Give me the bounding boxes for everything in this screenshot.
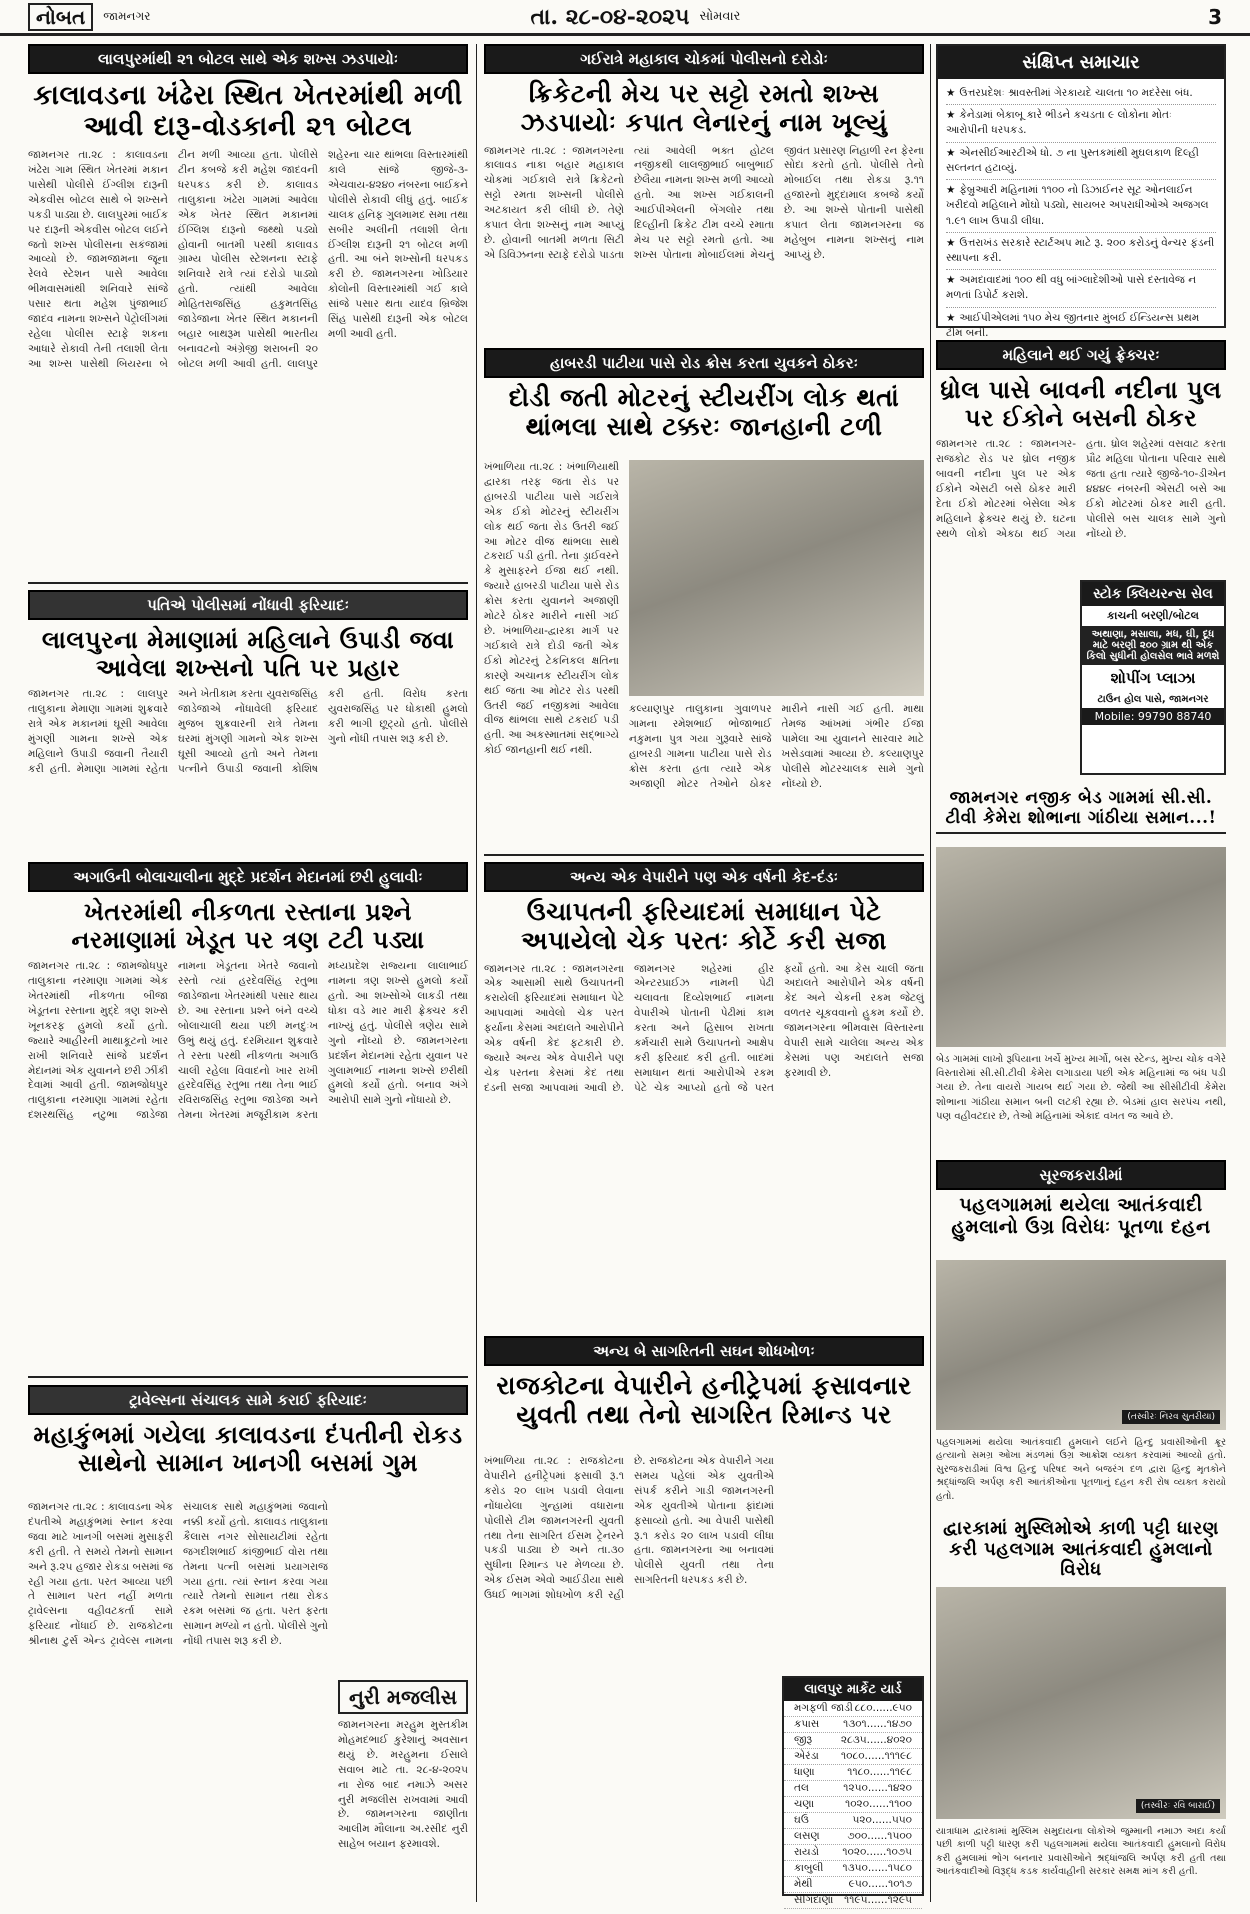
brief-news-text: અમદાવાદમાં ૧૦૦ થી વધુ બાંગ્લાદેશીઓ પાસે દસ્તાવેજ ન મળતાં ડિપોર્ટ કરાશે. — [946, 274, 1197, 302]
article-headline: જામનગર નજીક બેડ ગામમાં સી.સી. ટીવી કેમેરા શોભાના ગાંઠીયા સમાન...! — [936, 785, 1226, 834]
cctv-pole-photo — [936, 847, 1226, 1047]
article-kicker: ટ્રાવેલ્સના સંચાલક સામે કરાઈ ફરિયાદઃ — [28, 1385, 468, 1415]
commodity-price: ૨૮૩૫......૪૦૨૦ — [840, 1734, 912, 1746]
market-row — [784, 1765, 922, 1781]
article-kicker: પતિએ પોલીસમાં નોંધાવી ફરિયાદઃ — [28, 590, 468, 620]
brief-news-text: ઉત્તરાખંડ સરકારે સ્ટાર્ટઅપ માટે રૂ. ૨૦૦ કરોડનું વેન્ચર ફંડની સ્થાપના કરી. — [946, 236, 1215, 264]
article-headline: દ્વારકામાં મુસ્લિમોએ કાળી પટ્ટી ધારણ કરી પહલગામ આતંકવાદી હુમલાનો વિરોધ — [943, 1518, 1219, 1581]
commodity-price: ૫૨૦......૫૫૦ — [852, 1814, 912, 1826]
article-cheque-bounce — [484, 862, 924, 1332]
commodity-price: ૧૦૨૦......૧૧૦૦ — [845, 1798, 912, 1810]
brief-news-item — [946, 180, 1216, 233]
brief-news-text: આઈપીએલમાં ૧૫૦ મેચ જીતનાર મુંબઈ ઈન્ડિયન્સ પ્રથમ ટીમ બની. — [946, 311, 1200, 339]
commodity-price: ૧૨૫૦......૧૪૨૦ — [843, 1782, 912, 1794]
star-icon: ★ — [946, 311, 956, 324]
article-honeytrap — [484, 1336, 924, 1906]
photo-caption: બેડ ગામમાં લાખો રૂપિયાના ખર્ચે મુખ્ય માર્ગો, બસ સ્ટેન્ડ, મુખ્ય ચોક વગેરે વિસ્તારોમાં સી.સી.ટીવી કેમેરા લગાડાયા પછી એક મહિનામાં જ બંધ પડી ગયા છે. તેના વાયરો ગાયબ થઈ ગયા છે. જેથી આ સીસીટીવી કેમેરા શોભાના ગાંઠીયા સમાન બની લટકી રહ્યા છે. બેડમાં હાલ સરપંચ નથી, પણ વહીવટદાર છે, તેઓ મહિનામાં એકાદ વખત જ આવે છે. — [936, 1054, 1226, 1122]
article-body: જામનગર તા.૨૮ : કાલાવડના એક દંપતીએ મહાકુંભમાં સ્નાન કરવા જવા માટે ખાનગી બસમાં મુસાફરી કરી હતી. તે સમયે તેમનો સામાન અને રૂ.૨૫ હજાર રોકડા બસમાં જ રહી ગયા હતા. પરત આવ્યા પછી તે સામાન પરત નહીં મળતા ટ્રાવેલ્સના વહીવટકર્તા સામે ફરિયાદ નોંધાઈ છે. રાજકોટના શ્રીનાથ ટુર્સ એન્ડ ટ્રાવેલ્સ નામના સંચાલક સાથે મહાકુંભમાં જવાનો નક્કી કર્યો હતો. કાલાવડ તાલુકાના કૈલાસ નગર સોસાયટીમાં રહેતા જગદીશભાઈ કાંજીભાઈ વોરા તથા તેમના પત્ની બસમાં પ્રયાગરાજ ગયા હતા. ત્યાં સ્નાન કરવા ગયા ત્યારે તેમનો સામાન તથા રોકડ રકમ બસમાં જ હતા. પરત ફરતા સામાન મળ્યો ન હતો. પોલીસે ગુનો નોંધી તપાસ શરૂ કરી છે. — [28, 1501, 328, 1648]
photo-caption: પહલગામમાં થયેલા આતંકવાદી હુમલાને લઈને હિન્દુ પ્રવાસીઓની ક્રૂર હત્યાનો સમગ્ર ઓખા મંડળમાં ઉગ્ર આક્રોશ વ્યક્ત કરવામાં આવ્યો હતો. સુરજકરાડીમાં વિશ્વ હિન્દુ પરિષદ અને બજરંગ દળ દ્વારા હિન્દુ મૃતકોને શ્રદ્ધાંજલિ અર્પણ કરી આતંકીઓના પૂતળાનું દહન કરી રોષ વ્યક્ત કરાયો હતો. — [936, 1437, 1226, 1502]
market-row — [784, 1749, 922, 1765]
article-body: જામનગર તા.૨૮ : લાલપુર તાલુકાના મેમાણા ગામમાં શુક્રવારે રાત્રે એક મકાનમાં ઘૂસી આવેલા મુંગણી ગામના શખ્સે એક મહિલાને ઉપાડી જવાની તૈયારી કરી હતી. મેમાણા ગામમાં રહેતા અને ખેતીકામ કરતા યુવરાજસિંહ જાડેજાએ નોંધાવેલી ફરિયાદ મુજબ શુક્રવારની રાત્રે તેમના ઘરમાં મુંગણી ગામનો એક શખ્સ ઘૂસી આવ્યો હતો અને તેમના પત્નીને ઉપાડી જવાની કોશિષ કરી હતી. વિરોધ કરતા યુવરાજસિંહ પર ધોકાથી હુમલો કરી ભાગી છૂટ્યો હતો. પોલીસે ગુનો નોંધી તપાસ શરૂ કરી છે. — [28, 688, 468, 775]
article-body: જામનગર તા.૨૮ : જામનગર-રાજકોટ રોડ પર ધ્રોલ નજીક બાવની નદીના પુલ પર એક ઈકોને એસટી બસે ઠોકર મારી દેતા ઈકો મોટરમાં બેસેલા એક મહિલાને ફ્રેક્ચર થયું છે. ઘટના સ્થળે લોકો એકઠા થઈ ગયા હતા. ધ્રોલ શહેરમાં વસવાટ કરતા પ્રૌઢ મહિલા પોતાના પરિવાર સાથે જતા હતા ત્યારે જીજે-૧૦-ડીએન ૪૪૪૯ નંબરની એસટી બસે આ ઈકો મોટરમાં ઠોકર મારી હતી. પોલીસે બસ ચાલક સામે ગુનો નોંધ્યો છે. — [936, 438, 1226, 540]
brief-news-title: સંક્ષિપ્ત સમાચાર — [938, 46, 1224, 79]
article-headline: પહલગામમાં થયેલા આતંકવાદી હુમલાનો ઉગ્ર વિરોધઃ પૂતળા દહન — [951, 1194, 1211, 1238]
market-row — [784, 1829, 922, 1845]
commodity-name: સીંગદાણા — [794, 1894, 834, 1906]
article-body: જામનગર તા.૨૮ : જામનગરના કાલાવડ નાકા બહાર મહાકાલ ચોકમાં ગઈકાલે રાત્રે ક્રિકેટનો સટ્ટો રમતા શખ્સની પોલીસે અટકાયત કરી લીધી છે. તેણે કપાત લેતા શખ્સનું નામ આપ્યું છે. હોવાની બાતમી મળતા સિટી એ ડિવિઝનના સ્ટાફે દરોડો પાડતા ત્યાં આવેલી ભક્ત હોટલ નજીકથી લાલજીભાઈ બાબુભાઈ છેલૈયા નામના શખ્સ મળી આવ્યો હતો. આ શખ્સ ગઈકાલની આઈપીએલની બેંગલોર તથા દિલ્હીની ક્રિકેટ ટીમ વચ્ચે રમાતા મેચ પર સટ્ટો રમતો હતો. આ શખ્સ પોતાના મોબાઈલમાં મેચનું જીવંત પ્રસારણ નિહાળી રન ફેરના સોદા કરતો હતો. પોલીસે તેનો મોબાઈલ તથા રોકડા રૂ.૧૧ હજારનો મુદ્દામાલ કબજે કર્યો છે. આ શખ્સે પોતાની પાસેથી કપાત લેતા જામનગરના જ મહેબુબ નામના શખ્સનું નામ આપ્યું છે. — [484, 144, 924, 261]
commodity-name: એરંડા — [794, 1750, 819, 1762]
article-headline: મહાકુંભમાં ગયેલા કાલાવડના દંપતીની રોકડ સાથેનો સામાન ખાનગી બસમાં ગુમ — [33, 1420, 463, 1477]
commodity-price: ૭૦૦......૧૫૦૦ — [847, 1830, 912, 1842]
article-body: જામનગર તા.૨૮ : જામજોધપુર તાલુકાના નરમાણા ગામમાં એક ખેતરમાંથી નીકળતા બીજા ખેડૂતના રસ્તાના મુદ્દે ત્રણ શખ્સે ખૂનકરફ હુમલો કર્યો હતો. જ્યારે આહીરની માથાકૂટનો ખાર રાખી શનિવારે સાંજે પ્રદર્શન મેદાનમાં એક યુવાનને છરી ઝીંકી દેવામાં આવી હતી. જામજોધપુર તાલુકાના નરમાણા ગામમાં રહેતા દશરથસિંહ નટુભા જાડેજા નામના ખેડૂતના ખેતરે જવાનો રસ્તો ત્યાં હરદેવસિંહ રતુભા જાડેજાના ખેતરમાંથી પસાર થાય છે. આ રસ્તાના પ્રશ્ને બંને વચ્ચે બોલાચાલી થયા પછી મનદુઃખ ઉભું થયું હતું. દરમિયાન શુક્રવારે તે રસ્તા પરથી નીકળતા અગાઉ ચાલી રહેલા વિવાદનો ખાર રાખી હરદેવસિંહ રતુભા તથા તેના ભાઈ રવિરાજસિંહ રતુભા જાડેજા અને તેમના ખેતરમાં મજૂરીકામ કરતા મધ્યપ્રદેશ રાજ્યના લાલાભાઈ નામના ત્રણ શખ્સે હુમલો કર્યો હતો. આ શખ્સોએ લાકડી તથા ધોકા વડે માર મારી ફ્રેક્ચર કરી નાખ્યું હતું. પોલીસે ત્રણેય સામે ગુનો નોંધ્યો છે. જામનગરના પ્રદર્શન મેદાનમાં રહેતા યુવાન પર ગુલામભાઈ નામના શખ્સે છરીથી હુમલો કર્યો હતો. બનાવ અંગે આરોપી સામે ગુનો નોંધાયો છે. — [28, 960, 468, 1122]
brief-news-item — [946, 233, 1216, 270]
edition-label: જામનગર — [103, 9, 151, 23]
market-row — [784, 1861, 922, 1877]
star-icon: ★ — [946, 236, 956, 249]
commodity-name: જીરૂ — [794, 1734, 813, 1746]
article-kicker: અગાઉની બોલાચાલીના મુદ્દે પ્રદર્શન મેદાનમાં છરી હુલાવીઃ — [28, 862, 468, 892]
commodity-name: લસણ — [794, 1830, 820, 1842]
article-narmana-farmer — [28, 862, 468, 1367]
market-title: લાલપુર માર્કેટ યાર્ડ — [784, 1678, 922, 1701]
commodity-price: ૧૦૨૦......૧૦૭૫ — [842, 1846, 912, 1858]
car-crash-photo — [629, 460, 924, 696]
photo-credit: (તસ્વીરઃ રવિ બારાઈ) — [1136, 1799, 1220, 1813]
article-headline: ધ્રોલ પાસે બાવની નદીના પુલ પર ઈકોને બસની ઠોકર — [940, 375, 1222, 432]
article-kicker: હાબરડી પાટીયા પાસે રોડ ક્રોસ કરતા યુવકને ઠોકરઃ — [484, 348, 924, 378]
commodity-price: ૧૦૮૦......૧૧૧૯૮ — [840, 1750, 912, 1762]
ad-brand: શોપીંગ પ્લાઝા — [1082, 665, 1224, 691]
ad-title: સ્ટોક ક્લિયરન્સ સેલ — [1082, 582, 1224, 606]
brief-news-text: ફેબ્રુઆરી મહિનામાં ૧૧૦૦ નો ડિઝાઈનર સૂટ ઓનલાઈન ખરીદવો મહિલાને મોંઘો પડ્યો, સાયબર અપરાધીઓએ અજગલ ૧.૯૧ લાખ ઉપાડી લીધા. — [946, 184, 1209, 227]
commodity-price: ૧૩૫૦......૧૫૮૦ — [842, 1862, 912, 1874]
article-kicker: અન્ય એક વેપારીને પણ એક વર્ષની કેદ-દંડઃ — [484, 862, 924, 892]
ad-line1: કાચની બરણી/બોટલ — [1106, 609, 1199, 622]
brief-news-item — [946, 143, 1216, 180]
brief-news-text: ઉત્તરપ્રદેશઃ શ્રાવસ્તીમાં ગેરકાયદે ચાલતા ૧૦ મદરેસા બંધ. — [959, 87, 1193, 99]
issue-date: તા. ૨૮-૦૪-૨૦૨૫ — [530, 3, 690, 30]
article-body: ખંભાળિયા તા.૨૮ : રાજકોટના વેપારીને હનીટ્રેપમાં ફસાવી રૂ.૧ કરોડ ૨૦ લાખ પડાવી લેવાના નોંધાયેલા ગુન્હામાં વધારાના પોલીસે ટીમ જામનગરની યુવતી તથા તેના સાગરિત ઈસમ ટ્રેનરને પકડી પાડ્યા છે અને તા.૩૦ સુધીના રિમાન્ડ પર મેળવ્યા છે. એક ઈસમ એવો આઈડીયા સાથે ઉધઈ ભાગમાં શોધખોળ કરી રહી છે. રાજકોટના એક વેપારીને ગયા સમય પહેલાં એક યુવતીએ સંપર્ક કરીને ગાડી જામનગરની એક યુવતીએ પોતાના ફાંદામાં ફસાવ્યો હતો. આ વેપારી પાસેથી રૂ.૧ કરોડ ૨૦ લાખ પડાવી લીધા હતા. જામનગરના આ બનાવમાં પોલીસે યુવતી તથા તેના સાગરિતની ધરપકડ કરી છે. — [484, 1455, 774, 1602]
column-divider — [476, 44, 477, 1902]
article-headline: ઉચાપતની ફરિયાદમાં સમાધાન પેટે અપાયેલો ચેક પરતઃ કોર્ટે કરી સજા — [521, 897, 887, 955]
masthead — [0, 0, 1250, 36]
brief-news-item — [946, 83, 1216, 105]
article-surajkaradi-protest — [936, 1160, 1226, 1510]
market-row — [784, 1797, 922, 1813]
section-divider — [28, 582, 468, 584]
star-icon: ★ — [946, 87, 956, 99]
star-icon: ★ — [946, 184, 956, 197]
photo-caption: યાત્રાધામ દ્વારકામાં મુસ્લિમ સમુદાયના લોકોએ જુમ્માની નમાઝ અદા કર્યા પછી કાળી પટ્ટી ધારણ કરી પહલગામમાં થયેલા આતંકવાદી હુમલાનો વિરોધ કરી હુમલામાં ભોગ બનનાર પ્રવાસીઓને શ્રદ્ધાંજલિ અર્પણ કરી હતી તથા આતંકવાદીઓ વિરૂદ્ધ કડક કાર્યવાહીની સરકાર સમક્ષ માંગ કરી હતી. — [936, 1826, 1226, 1878]
article-steering-lock — [484, 348, 924, 848]
article-memana-attack — [28, 590, 468, 858]
market-row — [784, 1781, 922, 1797]
protest-photo — [936, 1260, 1226, 1430]
article-headline: ક્રિકેટની મેચ પર સટ્ટો રમતો શખ્સ ઝડપાયોઃ કપાત લેનારનું નામ ખૂલ્યું — [520, 79, 888, 137]
page-number: 3 — [1208, 4, 1222, 29]
column-divider — [930, 44, 931, 1902]
article-kicker: લાલપુરમાંથી ૨૧ બોટલ સાથે એક શખ્સ ઝડપાયોઃ — [28, 44, 468, 74]
article-kicker: સૂરજકરાડીમાં — [936, 1160, 1226, 1190]
article-headline: ખેતરમાંથી નીકળતા રસ્તાના પ્રશ્ને નરમાણામાં ખેડૂત પર ત્રણ ટટી પડ્યા — [71, 897, 425, 954]
star-icon: ★ — [946, 274, 956, 287]
commodity-name: કપાસ — [794, 1718, 820, 1730]
article-body-right: કલ્યાણપુર તાલુકાના ગુવાળપર ગામના રમેશભાઈ ભોજાભાઈ નકુમના પુત્ર ગયા ગુરૂવારે સાંજે હાબરડી ગામના પાટીયા પાસે રોડ ક્રોસ કરતા હતા ત્યારે એક અજાણી મોટર તેઓને ઠોકર મારીને નાસી ગઈ હતી. માથા તેમજ આંખમાં ગંભીર ઈજા પામેલા આ યુવાનને સારવાર માટે ખસેડવામાં આવ્યા છે. કલ્યાણપુર પોલીસે મોટરચાલક સામે ગુનો નોંધ્યો છે. — [629, 703, 924, 790]
article-body: જામનગર તા.૨૮ : જામનગરના એક આસામી સાથે ઉચાપતની કરાયેલી ફરિયાદમાં સમાધાન પેટે આપવામાં આવેલો ચેક પરત ફર્યાના કેસમાં અદાલતે આરોપીને એક વર્ષની કેદ ફટકારી છે. જ્યારે અન્ય એક વેપારીને પણ ચેક પરતના કેસમાં કેદ તથા દંડની સજા આપવામાં આવી છે. જામનગર શહેરમાં હીર એન્ટરપ્રાઈઝ નામની પેઢી ચલાવતા દિવ્યેશભાઈ નામના વેપારીએ પોતાની પેઢીમાં કામ કરતા અને હિસાબ રાખતા કર્મચારી સામે ઉચાપતનો આક્ષેપ કરી ફરિયાદ કરી હતી. બાદમાં સમાધાન થતાં આરોપીએ રકમ પેટે ચેક આપ્યો હતો જે પરત ફર્યો હતો. આ કેસ ચાલી જતા અદાલતે આરોપીને એક વર્ષની કેદ અને ચેકની રકમ જેટલું વળતર ચૂકવવાનો હુકમ કર્યો છે. જામનગરના ભીમવાસ વિસ્તારના વેપારી સામે ચાલેલા અન્ય એક કેસમાં પણ અદાલતે સજા ફરમાવી છે. — [484, 962, 924, 1094]
article-cctv — [936, 785, 1226, 1155]
photo-credit: (તસ્વીરઃ નિરવ સુતરીયા) — [1122, 1410, 1220, 1424]
nuri-majlis-body: જામનગરના મરહુમ મુસ્તકીમ મોહમદભાઈ કુરેશાનું અવસાન થયું છે. મરહુમના ઈસાલે સવાબ માટે તા. ૨૮-૪-૨૦૨૫ ના રોજ બાદ નમાઝે અસર નુરી મજલીસ રાખવામાં આવી છે. જામનગરના જાણીતા આલીમ મૌલાના અ.રસીદ નુરી સાહેબ બયાન ફરમાવશે. — [338, 1719, 468, 1851]
stock-clearance-ad — [1080, 580, 1226, 775]
article-kicker: અન્ય બે સાગરિતની સઘન શોધખોળઃ — [484, 1336, 924, 1366]
market-row — [784, 1893, 922, 1909]
article-headline: લાલપુરના મેમાણામાં મહિલાને ઉપાડી જવા આવેલા શખ્સનો પતિ પર પ્રહાર — [41, 625, 455, 682]
brief-news-item — [946, 105, 1216, 142]
section-divider — [28, 1376, 468, 1378]
market-rates-table — [782, 1676, 924, 1906]
dwarka-protest-photo — [936, 1587, 1226, 1819]
section-divider — [484, 854, 924, 856]
ad-address: ટાઉન હોલ પાસે, જામનગર — [1097, 694, 1209, 705]
commodity-price: ૧૧૮૦......૧૧૯૮ — [847, 1766, 912, 1778]
article-kicker: મહિલાને થઈ ગયું ફ્રેક્ચરઃ — [936, 340, 1226, 370]
ad-mobile: Mobile: 99790 88740 — [1082, 708, 1224, 725]
article-headline: રાજકોટના વેપારીને હનીટ્રેપમાં ફસાવનાર યુવતી તથા તેનો સાગરિત રિમાન્ડ પર — [496, 1371, 912, 1429]
brief-news-text: એનસીઈઆરટીએ ધો. ૭ ના પુસ્તકમાંથી મુઘલકાળ દિલ્હી સલ્તનત હટાવ્યું. — [946, 146, 1199, 174]
brief-news-text: કેનેડામાં બેકાબૂ કારે ભીડને કચડતા ૯ લોકોના મોતઃ આરોપીની ધરપકડ. — [946, 109, 1172, 137]
market-row — [784, 1717, 922, 1733]
commodity-name: ચણા — [794, 1798, 815, 1810]
commodity-price: ૧૩૦૧......૧૪૭૦ — [843, 1718, 912, 1730]
commodity-name: ધાણા — [794, 1766, 815, 1778]
article-headline: દોડી જતી મોટરનું સ્ટીયરીંગ લોક થતાં થાંભલા સાથે ટક્કરઃ જાનહાની ટળી — [508, 383, 900, 441]
market-row — [784, 1733, 922, 1749]
commodity-name: મગફળી જાડી — [794, 1702, 853, 1714]
commodity-name: તલ — [794, 1782, 809, 1794]
market-rows — [784, 1701, 922, 1909]
article-body: જામનગર તા.૨૮ : કાલાવડના ખંઢેરા ગામ સ્થિત ખેતરમાં મકાન પાસેથી પોલીસે ઈંગ્લીશ દારૂની એકવીસ બોટલ સાથે બે શખ્સને પકડી પાડ્યા છે. લાલપુરમાં બાઈક પર દારૂની એકવીસ બોટલ લઈને જતો શખ્સ પોલીસના સકંજામાં આવ્યો છે. જામજામના જૂના રેલવે સ્ટેશન પાસે આવેલા ભીમવાસમાંથી શનિવારે સાંજે પસાર થતા મહેશ પુંજાભાઈ જાદવ નામના શખ્સને પેટ્રોલીંગમાં રહેલા પોલીસ સ્ટાફે શકના આધારે રોકાવી તેની તલાશી લેતા આ શખ્સ પાસેથી બિયરના બે ટીન મળી આવ્યા હતા. પોલીસે ટીન કબજે કરી મહેશ જાદવની ધરપકડ કરી છે. કાલાવડ તાલુકાના ખંઢેરા ગામમાં આવેલા એક ખેતર સ્થિત મકાનમાં ઈંગ્લિશ દારૂનો જથ્થો પડ્યો હોવાની બાતમી પરથી કાલાવડ ગ્રામ્ય પોલીસ સ્ટેશનના સ્ટાફે શનિવારે રાત્રે ત્યાં દરોડો પાડ્યો હતો. ત્યાંથી આવેલા મોહિતરાજસિંહ હકુમતસિંહ જાડેજાના ખેતર સ્થિત મકાનની બહાર બાથરૂમ પાસેથી ભારતીય બનાવટનો અંગ્રેજી શરાબની ૨૦ બોટલ મળી આવી હતી. લાલપુર શહેરના ચાર થાંભલા વિસ્તારમાંથી કાલે સાંજે જીજે-૩-એચવાય-૪૨૪૦ નંબરના બાઈકને પોલીસે રોકાવી લીધું હતું. બાઈક ચાલક હનિફ ગુલમામદ સમા તથા સબીર અલીની તલાશી લેતા ઈંગ્લીશ દારૂની ૨૧ બોટલ મળી હતી. આ બંને શખ્સોની ધરપકડ કરી છે. જામનગરના ખોડિયાર કોલોની વિસ્તારમાંથી ગઈ કાલે સાંજે પસાર થતા યાદવ બ્રિજેશ સિંહ પાસેથી દારૂની એક બોટલ મળી આવી હતી. — [28, 149, 468, 370]
star-icon: ★ — [946, 109, 956, 122]
commodity-price: ૧૧૯૫......૧૨૯૫ — [844, 1894, 912, 1906]
issue-day: સોમવાર — [699, 9, 741, 24]
article-body-left: ખંભાળિયા તા.૨૮ : ખંભાળિયાથી દ્વારકા તરફ જતા રોડ પર હાબરડી પાટીયા પાસે ગઈરાત્રે એક ઈકો મોટરનું સ્ટીયરીંગ લોક થઈ જતા રોડ ઉતરી જઈ આ મોટર વીજ થાંભલા સાથે ટકરાઈ પડી હતી. તેના ડ્રાઈવરને કે મુસાફરને ઈજા થઈ નથી. જ્યારે હાબરડી પાટીયા પાસે રોડ ક્રોસ કરતા યુવાનને અજાણી મોટરે ઠોકર મારીને નાસી ગઈ છે. ખંભાળિયા-દ્વારકા માર્ગ પર ગઈકાલે રાત્રે દોડી જતી એક ઈકો મોટરનું ટેકનિકલ ક્ષતિના કારણે અચાનક સ્ટીયરીંગ લોક થઈ જતા આ મોટર રોડ પરથી ઉતરી જઈ નજીકમાં આવેલા વીજ થાંભલા સાથે ટકરાઈ પડી હતી. આ અકસ્માતમાં સદ્ભાગ્યે કોઈ જાનહાની થઈ નથી. — [484, 461, 619, 757]
article-kicker: ગઈરાત્રે મહાકાલ ચોકમાં પોલીસનો દરોડોઃ — [484, 44, 924, 74]
brief-news-item — [946, 270, 1216, 307]
newspaper-logo: નોબત — [28, 3, 93, 31]
star-icon: ★ — [946, 146, 956, 159]
nuri-majlis-notice — [338, 1680, 468, 1895]
market-row — [784, 1701, 922, 1717]
commodity-name: મેથી — [794, 1878, 813, 1890]
nuri-majlis-title: નુરી મજલીસ — [338, 1680, 468, 1714]
article-kalavad-liquor — [28, 44, 468, 574]
market-row — [784, 1813, 922, 1829]
brief-news-box — [936, 44, 1226, 339]
commodity-name: કાબુલી — [794, 1862, 824, 1874]
ad-line2: અથાણા, મસાલા, મધ, ઘી, દૂધ માટે બરણી ૨૦૦ ગ્રામ થી એક કિલો સુધીની હોલસેલ ભાવે મળશે — [1082, 626, 1224, 665]
commodity-name: ઘઉં — [794, 1814, 809, 1826]
article-dwarka-protest — [936, 1515, 1226, 1905]
market-row — [784, 1877, 922, 1893]
brief-news-list — [938, 79, 1224, 349]
article-cricket-betting — [484, 44, 924, 344]
commodity-name: રાયડો — [794, 1846, 819, 1858]
article-mahakumbh — [28, 1385, 468, 1900]
commodity-price: ૯૫૦......૧૦૧૭ — [848, 1878, 912, 1890]
commodity-price: ૮૮૦......૯૫૦ — [854, 1702, 912, 1714]
market-row — [784, 1845, 922, 1861]
article-headline: કાલાવડના ખંઢેરા સ્થિત ખેતરમાંથી મળી આવી દારૂ-વોડકાની ૨૧ બોટલ — [33, 80, 463, 143]
